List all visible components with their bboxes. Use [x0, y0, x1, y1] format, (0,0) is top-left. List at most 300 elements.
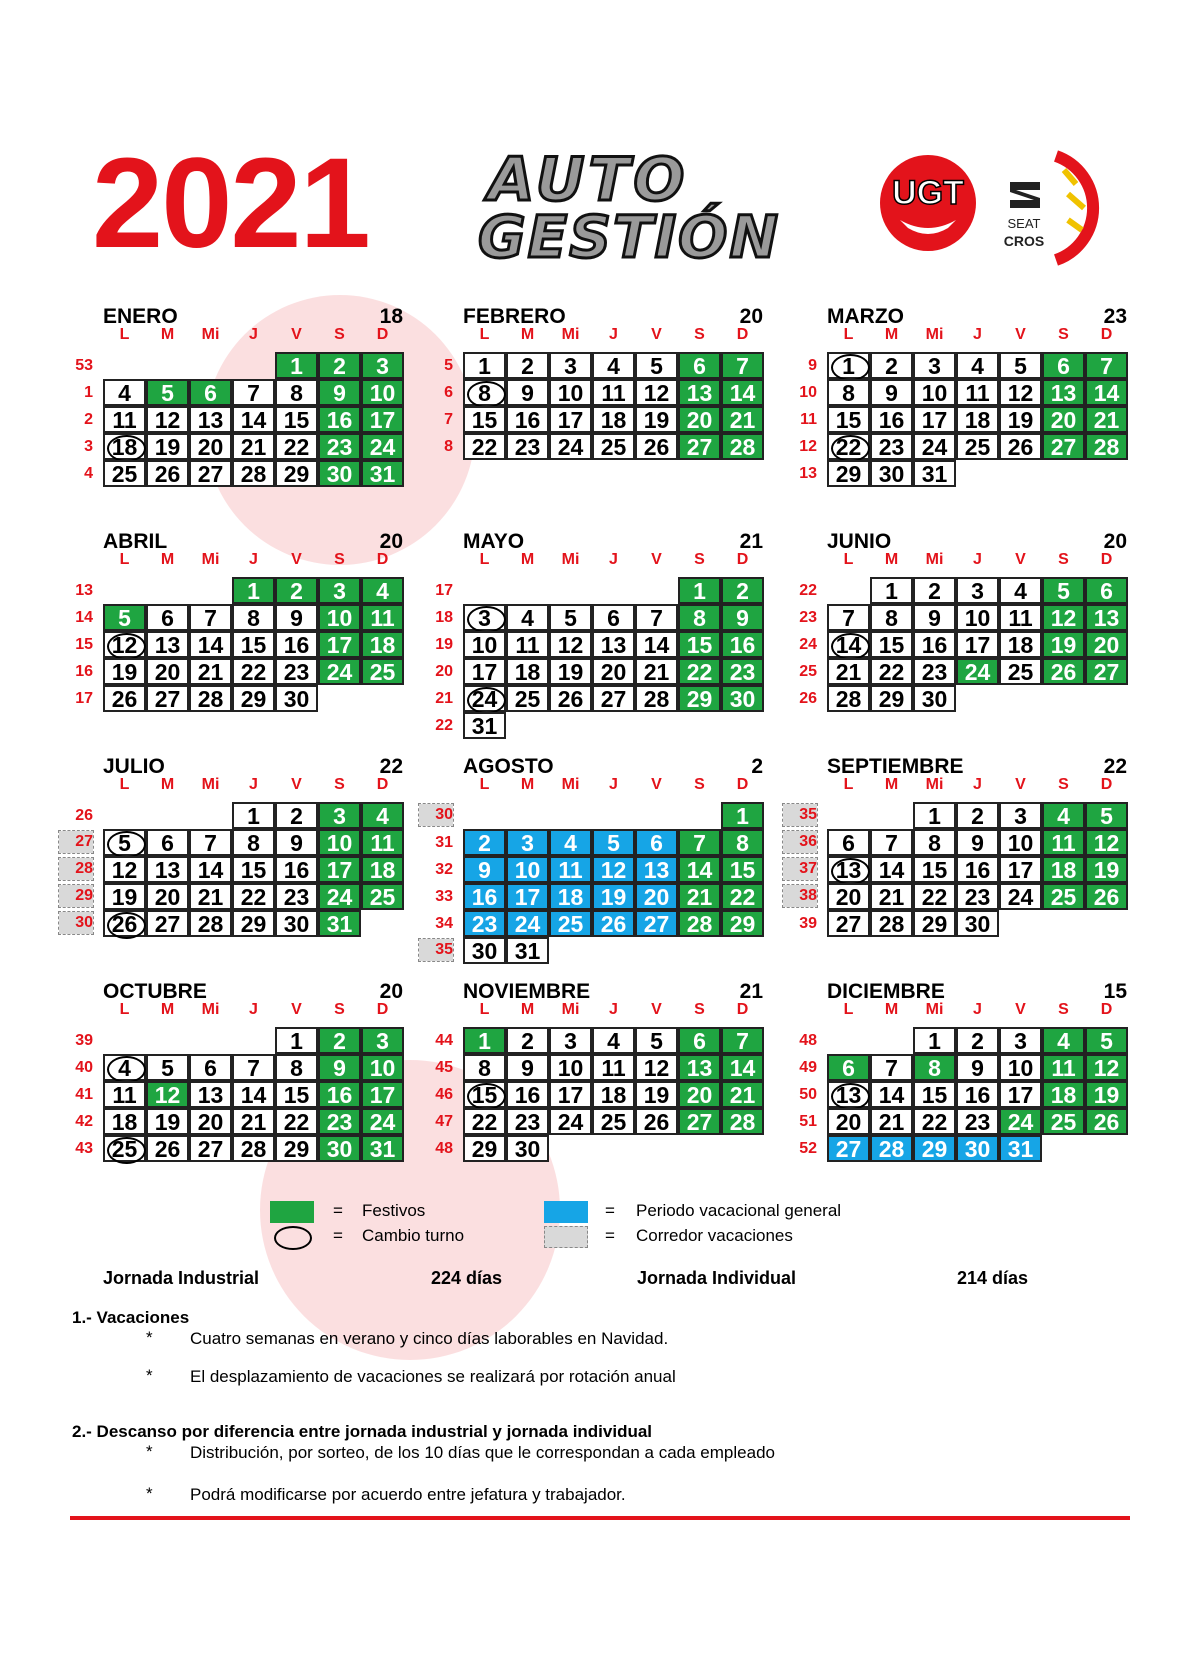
note-1-title: 1.- Vacaciones — [72, 1308, 190, 1327]
day-cell: 21 — [721, 1081, 764, 1108]
day-cell: 9 — [318, 379, 361, 406]
week-number: 15 — [75, 636, 93, 653]
week-number: 50 — [799, 1086, 817, 1103]
day-cell: 29 — [870, 685, 913, 712]
week-number: 53 — [75, 357, 93, 374]
day-cell: 12 — [103, 856, 146, 883]
day-cell: 17 — [956, 631, 999, 658]
day-cell: 30 — [275, 685, 318, 712]
month-name: DICIEMBRE — [827, 980, 945, 1003]
day-cell: 9 — [956, 829, 999, 856]
day-cell: 26 — [635, 1108, 678, 1135]
day-cell: 13 — [1085, 604, 1128, 631]
weekday-label: D — [376, 1001, 389, 1018]
day-cell: 28 — [1085, 433, 1128, 460]
day-cell: 23 — [318, 1108, 361, 1135]
weekday-label: M — [160, 1001, 175, 1018]
day-cell: 25 — [999, 658, 1042, 685]
day-cell: 28 — [721, 1108, 764, 1135]
day-cell: 21 — [827, 658, 870, 685]
day-cell: 30 — [318, 1135, 361, 1162]
day-cell: 4 — [956, 352, 999, 379]
day-cell: 24 — [549, 1108, 592, 1135]
month-name: JUNIO — [827, 530, 892, 553]
week-number: 19 — [435, 636, 453, 653]
day-cell: 16 — [463, 883, 506, 910]
day-cell: 19 — [146, 1108, 189, 1135]
day-cell: 6 — [635, 829, 678, 856]
day-cell: 28 — [232, 460, 275, 487]
day-cell: 28 — [232, 1135, 275, 1162]
week-number: 45 — [435, 1059, 453, 1076]
weekday-label: D — [1100, 326, 1113, 343]
month-mayo — [435, 530, 763, 739]
day-cell: 1 — [463, 352, 506, 379]
day-cell: 24 — [506, 910, 549, 937]
weekday-label: Mi — [561, 1001, 580, 1018]
day-cell: 18 — [592, 1081, 635, 1108]
weekday-label: D — [736, 551, 749, 568]
weekday-label: S — [1058, 551, 1069, 568]
day-cell: 19 — [635, 1081, 678, 1108]
day-cell: 1 — [275, 1027, 318, 1054]
day-cell: 28 — [870, 910, 913, 937]
day-cell: 20 — [189, 433, 232, 460]
weekday-label: M — [884, 776, 899, 793]
jornada-industrial-label: Jornada Industrial — [103, 1268, 260, 1288]
weekday-label: S — [1058, 326, 1069, 343]
day-cell: 24 — [318, 883, 361, 910]
week-number: 51 — [799, 1113, 817, 1130]
day-cell: 7 — [232, 379, 275, 406]
note-1-bullet-1: * — [146, 1328, 153, 1347]
day-cell: 26 — [103, 910, 146, 937]
day-cell: 10 — [318, 604, 361, 631]
weekday-label: J — [973, 551, 982, 568]
day-cell: 15 — [913, 1081, 956, 1108]
day-cell: 6 — [678, 1027, 721, 1054]
legend-cambio-turno: Cambio turno — [362, 1226, 465, 1245]
day-cell: 9 — [318, 1054, 361, 1081]
day-cell: 1 — [913, 802, 956, 829]
weekday-label: S — [334, 776, 345, 793]
weekday-label: M — [160, 551, 175, 568]
footer-red-line — [70, 1516, 1130, 1520]
day-cell: 23 — [506, 1108, 549, 1135]
day-cell: 6 — [1042, 352, 1085, 379]
day-cell: 3 — [318, 577, 361, 604]
weekday-label: M — [520, 776, 535, 793]
day-cell: 22 — [678, 658, 721, 685]
day-cell: 20 — [189, 1108, 232, 1135]
weekday-label: D — [376, 326, 389, 343]
day-cell: 11 — [1042, 1054, 1085, 1081]
day-cell: 12 — [103, 631, 146, 658]
brand-auto: AUTO — [488, 145, 689, 215]
day-cell: 19 — [592, 883, 635, 910]
month-agosto — [435, 755, 763, 964]
week-number: 25 — [799, 663, 817, 680]
week-number: 32 — [435, 861, 453, 878]
day-cell: 18 — [1042, 856, 1085, 883]
weekday-label: S — [1058, 776, 1069, 793]
week-number: 30 — [59, 912, 93, 934]
shift-change-circle — [107, 633, 146, 660]
jornada-industrial-days: 224 días — [431, 1268, 503, 1288]
shift-change-circle — [467, 606, 506, 633]
month-name: ENERO — [103, 305, 178, 328]
weekday-label: M — [160, 776, 175, 793]
day-cell: 1 — [232, 577, 275, 604]
day-cell: 28 — [635, 685, 678, 712]
day-cell: 15 — [913, 856, 956, 883]
weekday-label: Mi — [561, 776, 580, 793]
day-cell: 8 — [232, 829, 275, 856]
weekday-label: J — [249, 326, 258, 343]
day-cell: 18 — [506, 658, 549, 685]
weekday-label: Mi — [925, 1001, 944, 1018]
day-cell: 10 — [318, 829, 361, 856]
seat-cros-logo — [994, 150, 1104, 266]
weekday-label: L — [843, 551, 854, 568]
day-cell: 18 — [103, 1108, 146, 1135]
weekday-label: V — [291, 776, 302, 793]
day-cell: 12 — [635, 1054, 678, 1081]
day-cell: 7 — [1085, 352, 1128, 379]
day-cell: 31 — [361, 460, 404, 487]
day-cell: 20 — [635, 883, 678, 910]
day-cell: 18 — [999, 631, 1042, 658]
day-cell: 22 — [232, 658, 275, 685]
day-cell: 3 — [956, 577, 999, 604]
day-cell: 26 — [549, 685, 592, 712]
legend-corredor: Corredor vacaciones — [636, 1226, 793, 1245]
day-cell: 8 — [913, 1054, 956, 1081]
weekday-label: Mi — [201, 1001, 220, 1018]
weekday-label: L — [843, 1001, 854, 1018]
day-cell: 28 — [189, 910, 232, 937]
week-number: 35 — [419, 939, 453, 961]
day-cell: 24 — [956, 658, 999, 685]
day-cell: 6 — [592, 604, 635, 631]
day-cell: 10 — [463, 631, 506, 658]
week-number: 8 — [444, 438, 453, 455]
day-cell: 5 — [1085, 802, 1128, 829]
day-cell: 24 — [549, 433, 592, 460]
day-cell: 22 — [913, 883, 956, 910]
month-workdays-count: 21 — [739, 530, 763, 553]
day-cell: 14 — [870, 856, 913, 883]
day-cell: 21 — [189, 883, 232, 910]
weekday-label: V — [291, 326, 302, 343]
day-cell: 27 — [1042, 433, 1085, 460]
day-cell: 21 — [678, 883, 721, 910]
day-cell: 11 — [103, 406, 146, 433]
weekday-label: J — [609, 551, 618, 568]
day-cell: 20 — [146, 883, 189, 910]
day-cell: 21 — [232, 433, 275, 460]
week-number: 48 — [435, 1140, 453, 1157]
note-2-item-2: Podrá modificarse por acuerdo entre jefatura y trabajador. — [190, 1485, 626, 1504]
day-cell: 16 — [275, 631, 318, 658]
day-cell: 9 — [721, 604, 764, 631]
weekday-label: D — [376, 776, 389, 793]
day-cell: 3 — [506, 829, 549, 856]
week-number: 26 — [75, 807, 93, 824]
day-cell: 25 — [592, 433, 635, 460]
month-enero — [75, 305, 403, 495]
month-workdays-count: 20 — [739, 305, 763, 328]
day-cell: 7 — [721, 1027, 764, 1054]
day-cell: 22 — [275, 433, 318, 460]
day-cell: 21 — [232, 1108, 275, 1135]
month-octubre — [75, 980, 403, 1170]
weekday-label: J — [249, 551, 258, 568]
day-cell: 30 — [506, 1135, 549, 1162]
day-cell: 2 — [275, 577, 318, 604]
day-cell: 6 — [146, 604, 189, 631]
day-cell: 9 — [956, 1054, 999, 1081]
weekday-label: J — [609, 776, 618, 793]
day-cell: 29 — [232, 910, 275, 937]
week-number: 42 — [75, 1113, 93, 1130]
shift-change-circle — [467, 687, 506, 714]
day-cell: 8 — [275, 379, 318, 406]
day-cell: 4 — [1042, 802, 1085, 829]
ugt-logo-text: UGT — [892, 174, 964, 212]
day-cell: 25 — [592, 1108, 635, 1135]
weekday-label: M — [884, 326, 899, 343]
day-cell: 7 — [721, 352, 764, 379]
shift-change-circle — [467, 381, 506, 408]
day-cell: 31 — [506, 937, 549, 964]
day-cell: 17 — [999, 1081, 1042, 1108]
day-cell: 23 — [870, 433, 913, 460]
week-number: 23 — [799, 609, 817, 626]
legend-eq-1: = — [333, 1201, 343, 1220]
month-julio — [75, 755, 403, 945]
day-cell: 16 — [956, 856, 999, 883]
week-number: 24 — [799, 636, 817, 653]
day-cell: 15 — [463, 406, 506, 433]
weekday-label: M — [520, 551, 535, 568]
weekday-label: V — [651, 776, 662, 793]
month-noviembre — [435, 980, 763, 1170]
day-cell: 11 — [956, 379, 999, 406]
day-cell: 1 — [463, 1027, 506, 1054]
day-cell: 13 — [146, 631, 189, 658]
weekday-label: M — [520, 326, 535, 343]
legend-festivos-swatch — [270, 1201, 314, 1223]
day-cell: 13 — [678, 1054, 721, 1081]
weekday-label: L — [119, 326, 130, 343]
day-cell: 16 — [870, 406, 913, 433]
weekday-label: Mi — [201, 326, 220, 343]
day-cell: 26 — [103, 685, 146, 712]
day-cell: 7 — [232, 1054, 275, 1081]
day-cell: 29 — [678, 685, 721, 712]
seat-text: SEAT — [1007, 216, 1041, 231]
week-number: 17 — [75, 690, 93, 707]
day-cell: 27 — [678, 1108, 721, 1135]
weekday-label: J — [973, 776, 982, 793]
day-cell: 26 — [146, 460, 189, 487]
day-cell: 6 — [678, 352, 721, 379]
day-cell: 11 — [361, 829, 404, 856]
day-cell: 14 — [1085, 379, 1128, 406]
day-cell: 13 — [189, 1081, 232, 1108]
day-cell: 29 — [463, 1135, 506, 1162]
day-cell: 25 — [1042, 1108, 1085, 1135]
month-workdays-count: 18 — [379, 305, 403, 328]
weekday-label: L — [479, 551, 490, 568]
month-workdays-count: 21 — [739, 980, 763, 1003]
week-number: 48 — [799, 1032, 817, 1049]
month-name: AGOSTO — [463, 755, 554, 778]
week-number: 7 — [444, 411, 453, 428]
day-cell: 14 — [870, 1081, 913, 1108]
day-cell: 8 — [275, 1054, 318, 1081]
shift-change-circle — [107, 1056, 146, 1083]
day-cell: 13 — [146, 856, 189, 883]
day-cell: 27 — [189, 460, 232, 487]
weekday-label: V — [291, 551, 302, 568]
day-cell: 21 — [635, 658, 678, 685]
legend-circle-swatch — [274, 1226, 312, 1250]
month-name: MAYO — [463, 530, 525, 553]
week-number: 28 — [59, 858, 93, 880]
weekday-label: J — [973, 326, 982, 343]
ugt-logo — [878, 148, 978, 258]
day-cell: 7 — [870, 1054, 913, 1081]
day-cell: 7 — [678, 829, 721, 856]
week-number: 47 — [435, 1113, 453, 1130]
week-number: 38 — [783, 885, 817, 907]
month-diciembre — [799, 980, 1127, 1170]
day-cell: 14 — [827, 631, 870, 658]
day-cell: 15 — [275, 1081, 318, 1108]
weekday-label: L — [119, 551, 130, 568]
day-cell: 4 — [999, 577, 1042, 604]
day-cell: 20 — [146, 658, 189, 685]
day-cell: 28 — [678, 910, 721, 937]
day-cell: 25 — [549, 910, 592, 937]
day-cell: 31 — [913, 460, 956, 487]
day-cell: 10 — [999, 1054, 1042, 1081]
day-cell: 1 — [913, 1027, 956, 1054]
day-cell: 5 — [592, 829, 635, 856]
weekday-label: L — [479, 1001, 490, 1018]
day-cell: 13 — [827, 1081, 870, 1108]
week-number: 39 — [75, 1032, 93, 1049]
day-cell: 3 — [913, 352, 956, 379]
day-cell: 6 — [827, 829, 870, 856]
day-cell: 10 — [549, 1054, 592, 1081]
day-cell: 22 — [827, 433, 870, 460]
day-cell: 14 — [189, 856, 232, 883]
day-cell: 13 — [635, 856, 678, 883]
day-cell: 3 — [318, 802, 361, 829]
day-cell: 4 — [361, 577, 404, 604]
day-cell: 22 — [913, 1108, 956, 1135]
week-number: 49 — [799, 1059, 817, 1076]
day-cell: 30 — [956, 910, 999, 937]
week-number: 20 — [435, 663, 453, 680]
day-cell: 8 — [463, 1054, 506, 1081]
weekday-label: L — [843, 776, 854, 793]
day-cell: 5 — [999, 352, 1042, 379]
day-cell: 4 — [506, 604, 549, 631]
day-cell: 11 — [361, 604, 404, 631]
day-cell: 12 — [999, 379, 1042, 406]
day-cell: 14 — [232, 1081, 275, 1108]
day-cell: 30 — [275, 910, 318, 937]
week-number: 1 — [84, 384, 93, 401]
weekday-label: Mi — [561, 551, 580, 568]
weekday-label: V — [291, 1001, 302, 1018]
month-name: JULIO — [103, 755, 165, 778]
weekday-label: Mi — [925, 776, 944, 793]
weekday-label: J — [249, 1001, 258, 1018]
day-cell: 14 — [678, 856, 721, 883]
day-cell: 5 — [549, 604, 592, 631]
day-cell: 8 — [721, 829, 764, 856]
day-cell: 27 — [146, 685, 189, 712]
day-cell: 14 — [635, 631, 678, 658]
week-number: 14 — [75, 609, 93, 626]
day-cell: 19 — [999, 406, 1042, 433]
day-cell: 3 — [549, 1027, 592, 1054]
day-cell: 2 — [870, 352, 913, 379]
day-cell: 9 — [506, 379, 549, 406]
week-number: 36 — [783, 831, 817, 853]
weekday-label: J — [973, 1001, 982, 1018]
weekday-label: M — [160, 326, 175, 343]
day-cell: 17 — [361, 406, 404, 433]
weekday-label: V — [651, 326, 662, 343]
day-cell: 28 — [189, 685, 232, 712]
day-cell: 11 — [592, 1054, 635, 1081]
day-cell: 30 — [463, 937, 506, 964]
day-cell: 2 — [956, 802, 999, 829]
day-cell: 1 — [275, 352, 318, 379]
day-cell: 18 — [103, 433, 146, 460]
week-number: 43 — [75, 1140, 93, 1157]
legend-periodo: Periodo vacacional general — [636, 1201, 842, 1220]
day-cell: 27 — [1085, 658, 1128, 685]
day-cell: 25 — [103, 1135, 146, 1162]
day-cell: 24 — [463, 685, 506, 712]
day-cell: 27 — [592, 685, 635, 712]
day-cell: 13 — [827, 856, 870, 883]
month-septiembre — [799, 755, 1127, 945]
weekday-label: L — [479, 326, 490, 343]
day-cell: 25 — [361, 883, 404, 910]
month-workdays-count: 20 — [379, 530, 403, 553]
day-cell: 26 — [1085, 883, 1128, 910]
shift-change-circle — [107, 831, 146, 858]
day-cell: 20 — [827, 1108, 870, 1135]
note-2-bullet-1: * — [146, 1442, 153, 1461]
weekday-label: D — [736, 1001, 749, 1018]
note-1-item-1: Cuatro semanas en verano y cinco días laborables en Navidad. — [190, 1329, 669, 1348]
shift-change-circle — [831, 354, 870, 381]
day-cell: 22 — [275, 1108, 318, 1135]
month-name: ABRIL — [103, 530, 168, 553]
weekday-label: V — [1015, 776, 1026, 793]
day-cell: 20 — [678, 406, 721, 433]
day-cell: 4 — [592, 352, 635, 379]
